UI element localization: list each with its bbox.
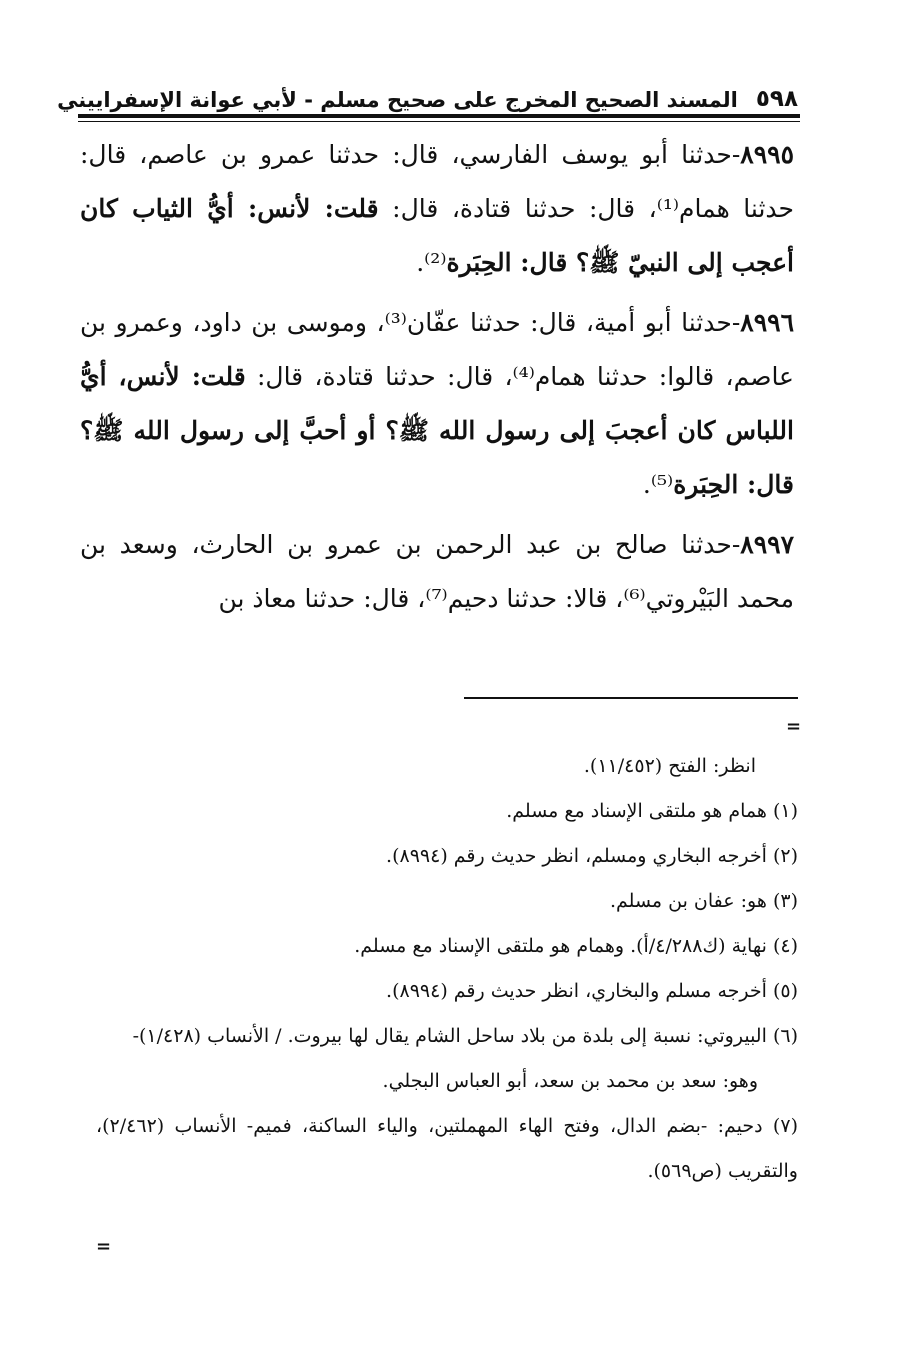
footnote-item: [96, 789, 798, 834]
footnote-text: هو: عفان بن مسلم.: [609, 890, 767, 912]
continuation-mark-bottom: =: [96, 1236, 112, 1257]
footnote-text: البيروتي: نسبة إلى بلدة من بلاد ساحل الشام يقال لها بيروت. / الأنساب (١/٤٢٨)-: [132, 1025, 767, 1047]
hadith-chain-text: ⁽³⁾: [384, 308, 407, 337]
hadith-chain-text: -حدثنا صالح بن عبد الرحمن بن عمرو بن الحارث، وسعد بن محمد البَيْروتي: [80, 530, 794, 613]
header-rule-thin: [78, 121, 800, 122]
footnote-marker: (٣): [772, 890, 798, 912]
hadith-chain-text: ⁽⁵⁾.: [642, 470, 674, 499]
footnote-marker: (٦): [772, 1025, 798, 1047]
hadith-number: ٨٩٩٧: [740, 530, 794, 559]
footnote-text: أخرجه مسلم والبخاري، انظر حديث رقم (٨٩٩٤).: [386, 980, 767, 1002]
footnote-item: [96, 1014, 798, 1059]
hadith-question-text: قلت: لأنس، أيُّ اللباس كان أعجبَ إلى رسول الله ﷺ؟ أو أحبَّ إلى رسول الله ﷺ؟ قال: الحِبَرة: [80, 362, 794, 499]
hadith-paragraph: [80, 296, 794, 512]
hadith-chain-text: ⁽²⁾.: [416, 248, 447, 277]
hadith-chain-text: ⁽¹⁾: [656, 194, 680, 223]
footnote-item: [96, 834, 798, 879]
footnote-text: نهاية (ك٤/٢٨٨/أ). وهمام هو ملتقى الإسناد مع مسلم.: [354, 935, 767, 957]
hadith-chain-text: ، قال: حدثنا معاذ بن: [218, 584, 426, 613]
hadith-chain-text: -حدثنا أبو أمية، قال: حدثنا عفّان: [406, 308, 741, 337]
footnote-marker: (٢): [772, 845, 798, 867]
footnote-marker: (٤): [772, 935, 798, 957]
main-text: [80, 128, 794, 632]
hadith-paragraph: [80, 518, 794, 626]
footnote-item: [96, 924, 798, 969]
header-rule-thick: [78, 114, 800, 118]
footnote-item: [96, 879, 798, 924]
footnote-marker: (٧): [772, 1115, 798, 1137]
book-title: المسند الصحيح المخرج على صحيح مسلم - لأبي عوانة الإسفراييني: [57, 88, 738, 112]
hadith-paragraph: [80, 128, 794, 290]
footnote-carry-over: انظر: الفتح (١١/٤٥٢).: [583, 755, 756, 777]
hadith-question-text: قلت: لأنس: أيُّ الثياب كان أعجب إلى النبيّ ﷺ؟ قال: الحِبَرة: [80, 194, 794, 277]
hadith-number: ٨٩٩٦: [740, 308, 794, 337]
hadith-number: ٨٩٩٥: [740, 140, 794, 169]
footnote-item: [96, 969, 798, 1014]
hadith-chain-text: ، قال: حدثنا قتادة، قال:: [378, 194, 657, 223]
hadith-chain-text: ، قال: حدثنا قتادة، قال:: [245, 362, 513, 391]
hadith-chain-text: ⁽⁷⁾: [425, 584, 448, 613]
footnote-text: أخرجه البخاري ومسلم، انظر حديث رقم (٨٩٩٤).: [386, 845, 767, 867]
continuation-mark-top: =: [786, 716, 802, 737]
page-number: ٥٩٨: [755, 86, 798, 112]
footnote-text: دحيم: -بضم الدال، وفتح الهاء المهملتين، والياء الساكنة، فميم- الأنساب (٢/٤٦٢)، والتقريب (ص٥٦٩).: [96, 1115, 798, 1182]
footnotes: [96, 744, 798, 1194]
footnote-continuation: وهو: سعد بن محمد بن سعد، أبو العباس البجلي.: [382, 1070, 758, 1092]
running-header: [57, 72, 798, 112]
hadith-chain-text: ، قالا: حدثنا دحيم: [447, 584, 624, 613]
footnote-marker: (٥): [772, 980, 798, 1002]
footnote-marker: (١): [772, 800, 798, 822]
hadith-chain-text: -حدثنا أبو يوسف الفارسي، قال: حدثنا عمرو بن عاصم، قال: حدثنا همام: [80, 140, 794, 223]
footnote-item: [96, 1104, 798, 1194]
hadith-chain-text: ⁽⁴⁾: [512, 362, 535, 391]
hadith-chain-text: ⁽⁶⁾: [623, 584, 646, 613]
footnote-text: همام هو ملتقى الإسناد مع مسلم.: [506, 800, 767, 822]
hadith-chain-text: ، وموسى بن داود، وعمرو بن عاصم، قالوا: حدثنا همام: [80, 308, 794, 391]
footnote-separator: [464, 697, 798, 699]
